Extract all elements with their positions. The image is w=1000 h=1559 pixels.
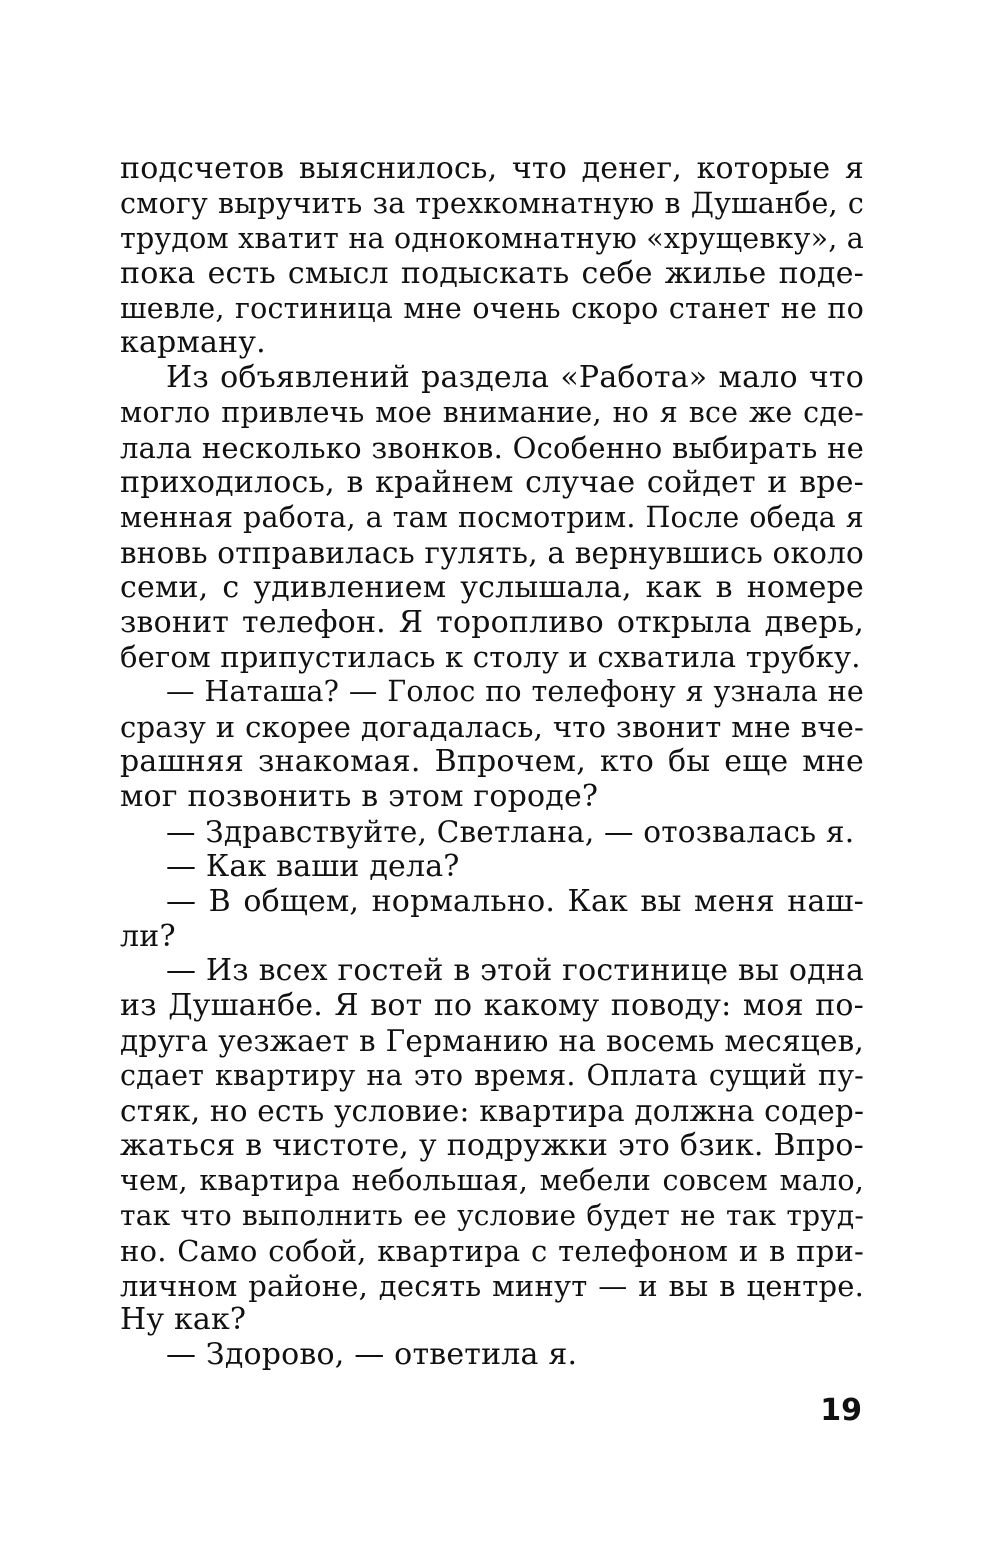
text-line: — Здорово, — ответила я.	[166, 1337, 578, 1373]
text-line: сразу и скорее догадалась, что звонит мне вче-	[120, 710, 864, 745]
text-line: личном районе, десять минут — и вы в центре.	[120, 1268, 864, 1303]
text-line: пока есть смысл подыскать себе жилье поде-	[120, 255, 864, 291]
text-line: друга уезжает в Германию на восемь месяцев,	[120, 1024, 864, 1059]
text-line: так что выполнить ее условие будет не так труд-	[120, 1198, 864, 1232]
text-line: — Как ваши дела?	[166, 848, 460, 884]
text-line: жаться в чистоте, у подружки это бзик. Впро-	[120, 1127, 864, 1163]
text-line: семи, с удивлением услышала, как в номере	[120, 569, 864, 605]
text-line: — Из всех гостей в этой гостинице вы одна	[166, 953, 865, 989]
text-line: вновь отправилась гулять, а вернувшись около	[120, 535, 864, 570]
body-text	[120, 152, 864, 1373]
text-line: мог позвонить в этом городе?	[120, 779, 599, 815]
text-line: шевле, гостиница мне очень скоро станет не по	[120, 291, 864, 325]
page-number: 19	[820, 1393, 862, 1428]
text-line: лала несколько звонков. Особенно выбирать не	[120, 431, 864, 466]
text-line: из Душанбе. Я вот по какому поводу: моя по-	[120, 988, 864, 1024]
text-line: но. Само собой, квартира с телефоном и в при-	[120, 1233, 864, 1268]
text-line: могло привлечь мое внимание, но я все же сде-	[120, 396, 864, 430]
text-line: смогу выручить за трехкомнатную в Душанбе, с	[120, 186, 864, 220]
text-line: подсчетов выяснилось, что денег, которые я	[120, 151, 864, 186]
text-line: стяк, но есть условие: квартира должна содер-	[120, 1094, 865, 1129]
text-line: — Здравствуйте, Светлана, — отозвалась я.	[166, 814, 855, 849]
text-line: Ну как?	[120, 1302, 247, 1338]
text-line: — Наташа? — Голос по телефону я узнала не	[166, 675, 864, 709]
text-line: — В общем, нормально. Как вы меня наш-	[166, 883, 864, 919]
text-line: карману.	[120, 325, 266, 361]
text-line: сдает квартиру на это время. Оплата сущий пу-	[120, 1059, 864, 1093]
text-line: ли?	[120, 918, 176, 954]
text-line: бегом припустилась к столу и схватила трубку.	[120, 640, 861, 675]
text-line: Из объявлений раздела «Работа» мало что	[166, 360, 864, 396]
text-line: чем, квартира небольшая, мебели совсем мало,	[120, 1163, 864, 1197]
text-line: приходилось, в крайнем случае сойдет и вре-	[120, 465, 864, 501]
text-line: рашняя знакомая. Впрочем, кто бы еще мне	[120, 744, 864, 780]
text-line: трудом хватит на однокомнатную «хрущевку», а	[120, 221, 864, 255]
text-line: менная работа, а там посмотрим. После обеда я	[120, 500, 864, 534]
text-line: звонит телефон. Я торопливо открыла дверь,	[120, 604, 864, 640]
